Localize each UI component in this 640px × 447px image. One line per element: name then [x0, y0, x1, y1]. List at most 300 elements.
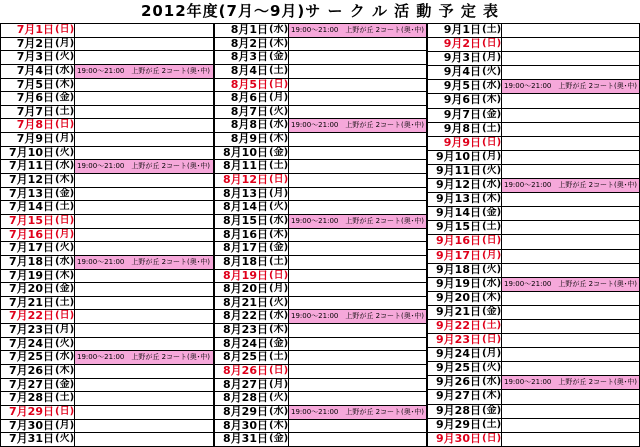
date-cell: 9月24日: [427, 348, 482, 361]
day-row: [0, 310, 214, 324]
weekday-cell: (木): [482, 193, 501, 205]
weekday-cell: (金): [269, 337, 288, 349]
date-cell: 9月20日: [427, 292, 482, 305]
weekday-cell: (金): [55, 187, 74, 199]
date-cell: 8月10日: [214, 147, 269, 160]
empty-event-cell: [501, 306, 640, 319]
weekday-cell: (金): [482, 108, 501, 120]
empty-event-cell: [288, 420, 427, 433]
date-cell: 9月11日: [427, 165, 482, 178]
weekday-cell: (月): [269, 378, 288, 390]
empty-event-cell: [288, 242, 427, 255]
weekday-cell: (日): [55, 405, 74, 417]
empty-event-cell: [501, 362, 640, 375]
weekday-cell: (木): [482, 291, 501, 303]
day-row: [0, 433, 214, 447]
day-row: [0, 65, 214, 79]
empty-event-cell: [501, 419, 640, 432]
event-cell: 19:00～21:00 上野が丘 2コート(奥･中): [288, 24, 427, 37]
date-cell: 9月28日: [427, 405, 482, 418]
date-cell: 9月15日: [427, 221, 482, 234]
weekday-cell: (木): [269, 419, 288, 431]
day-row: [427, 405, 640, 419]
weekday-cell: (水): [55, 64, 74, 76]
date-cell: 7月3日: [0, 51, 55, 64]
weekday-cell: (水): [55, 255, 74, 267]
weekday-cell: (日): [55, 310, 74, 322]
day-row: [214, 51, 427, 65]
weekday-cell: (土): [269, 160, 288, 172]
date-cell: 7月14日: [0, 201, 55, 214]
date-cell: 8月21日: [214, 297, 269, 310]
day-row: [427, 80, 640, 94]
weekday-cell: (水): [269, 24, 288, 35]
weekday-cell: (土): [482, 319, 501, 331]
empty-event-cell: [501, 292, 640, 305]
weekday-cell: (木): [55, 269, 74, 281]
day-row: [427, 362, 640, 376]
empty-event-cell: [288, 229, 427, 242]
day-row: [427, 123, 640, 137]
date-cell: 8月25日: [214, 351, 269, 364]
date-cell: 8月13日: [214, 188, 269, 201]
weekday-cell: (木): [269, 324, 288, 336]
weekday-cell: (月): [482, 52, 501, 64]
day-row: [427, 334, 640, 348]
weekday-cell: (土): [55, 296, 74, 308]
weekday-cell: (水): [269, 405, 288, 417]
weekday-cell: (木): [482, 94, 501, 106]
day-row: [427, 376, 640, 390]
date-cell: 7月16日: [0, 229, 55, 242]
day-row: [214, 119, 427, 133]
empty-event-cell: [74, 119, 214, 132]
event-cell: 19:00～21:00 上野が丘 2コート(奥･中): [288, 215, 427, 228]
empty-event-cell: [74, 215, 214, 228]
date-cell: 9月3日: [427, 52, 482, 65]
weekday-cell: (土): [269, 64, 288, 76]
event-cell: 19:00～21:00 上野が丘 2コート(奥･中): [288, 310, 427, 323]
date-cell: 9月13日: [427, 193, 482, 206]
weekday-cell: (火): [482, 66, 501, 78]
date-cell: 7月31日: [0, 433, 55, 446]
empty-event-cell: [288, 133, 427, 146]
day-row: [427, 250, 640, 264]
weekday-cell: (火): [269, 392, 288, 404]
date-cell: 7月6日: [0, 92, 55, 105]
weekday-cell: (月): [269, 283, 288, 295]
date-cell: 9月6日: [427, 94, 482, 107]
weekday-cell: (金): [269, 433, 288, 445]
weekday-cell: (日): [482, 38, 501, 50]
weekday-cell: (金): [269, 242, 288, 254]
event-cell: 19:00～21:00 上野が丘 2コート(奥･中): [501, 179, 640, 192]
date-cell: 8月30日: [214, 420, 269, 433]
empty-event-cell: [74, 420, 214, 433]
weekday-cell: (日): [482, 136, 501, 148]
weekday-cell: (日): [269, 174, 288, 186]
day-row: [0, 147, 214, 161]
date-cell: 8月31日: [214, 433, 269, 446]
day-row: [0, 297, 214, 311]
date-cell: 8月16日: [214, 229, 269, 242]
day-row: [427, 207, 640, 221]
weekday-cell: (月): [482, 249, 501, 261]
empty-event-cell: [288, 79, 427, 92]
empty-event-cell: [288, 188, 427, 201]
date-cell: 8月12日: [214, 174, 269, 187]
empty-event-cell: [74, 324, 214, 337]
date-cell: 8月17日: [214, 242, 269, 255]
date-cell: 7月2日: [0, 38, 55, 51]
page-title: 2012年度(7月～9月)サ ー ク ル 活 動 予 定 表: [140, 2, 500, 20]
event-cell: 19:00～21:00 上野が丘 2コート(奥･中): [501, 80, 640, 93]
weekday-cell: (月): [269, 92, 288, 104]
empty-event-cell: [288, 338, 427, 351]
day-row: [427, 151, 640, 165]
empty-event-cell: [288, 392, 427, 405]
weekday-cell: (土): [55, 105, 74, 117]
month-column: [427, 23, 640, 447]
date-cell: 9月2日: [427, 38, 482, 51]
weekday-cell: (月): [482, 150, 501, 162]
weekday-cell: (金): [482, 207, 501, 219]
empty-event-cell: [288, 270, 427, 283]
date-cell: 7月4日: [0, 65, 55, 78]
day-row: [427, 38, 640, 52]
day-row: [214, 310, 427, 324]
day-row: [427, 137, 640, 151]
weekday-cell: (水): [55, 351, 74, 363]
empty-event-cell: [74, 270, 214, 283]
empty-event-cell: [288, 147, 427, 160]
empty-event-cell: [74, 79, 214, 92]
empty-event-cell: [501, 66, 640, 79]
day-row: [427, 23, 640, 38]
day-row: [214, 324, 427, 338]
date-cell: 7月28日: [0, 392, 55, 405]
date-cell: 8月5日: [214, 79, 269, 92]
empty-event-cell: [501, 38, 640, 51]
weekday-cell: (月): [55, 133, 74, 145]
empty-event-cell: [288, 379, 427, 392]
day-row: [214, 351, 427, 365]
empty-event-cell: [74, 174, 214, 187]
day-row: [214, 106, 427, 120]
weekday-cell: (火): [55, 242, 74, 254]
day-row: [0, 351, 214, 365]
day-row: [214, 338, 427, 352]
weekday-cell: (水): [482, 179, 501, 191]
date-cell: 7月19日: [0, 270, 55, 283]
date-cell: 7月15日: [0, 215, 55, 228]
date-cell: 9月25日: [427, 362, 482, 375]
empty-event-cell: [74, 392, 214, 405]
empty-event-cell: [288, 365, 427, 378]
weekday-cell: (火): [55, 51, 74, 63]
weekday-cell: (木): [55, 174, 74, 186]
day-row: [214, 79, 427, 93]
empty-event-cell: [288, 106, 427, 119]
day-row: [427, 221, 640, 235]
date-cell: 9月14日: [427, 207, 482, 220]
empty-event-cell: [501, 405, 640, 418]
date-cell: 9月12日: [427, 179, 482, 192]
weekday-cell: (木): [482, 390, 501, 402]
date-cell: 8月29日: [214, 406, 269, 419]
day-row: [0, 270, 214, 284]
date-cell: 7月20日: [0, 283, 55, 296]
date-cell: 8月8日: [214, 119, 269, 132]
weekday-cell: (火): [482, 263, 501, 275]
day-row: [0, 133, 214, 147]
empty-event-cell: [501, 94, 640, 107]
weekday-cell: (水): [269, 214, 288, 226]
date-cell: 9月29日: [427, 419, 482, 432]
day-row: [0, 174, 214, 188]
weekday-cell: (土): [55, 201, 74, 213]
date-cell: 9月7日: [427, 109, 482, 122]
empty-event-cell: [501, 235, 640, 248]
day-row: [214, 242, 427, 256]
empty-event-cell: [288, 324, 427, 337]
date-cell: 8月20日: [214, 283, 269, 296]
date-cell: 7月17日: [0, 242, 55, 255]
day-row: [214, 174, 427, 188]
date-cell: 7月24日: [0, 338, 55, 351]
day-row: [0, 420, 214, 434]
weekday-cell: (日): [269, 365, 288, 377]
day-row: [214, 392, 427, 406]
date-cell: 8月3日: [214, 51, 269, 64]
weekday-cell: (日): [269, 78, 288, 90]
weekday-cell: (月): [55, 324, 74, 336]
day-row: [0, 215, 214, 229]
weekday-cell: (月): [55, 419, 74, 431]
empty-event-cell: [501, 334, 640, 347]
date-cell: 9月23日: [427, 334, 482, 347]
day-row: [214, 38, 427, 52]
date-cell: 9月30日: [427, 433, 482, 446]
weekday-cell: (日): [55, 214, 74, 226]
day-row: [427, 419, 640, 433]
day-row: [427, 179, 640, 193]
day-row: [427, 348, 640, 362]
empty-event-cell: [288, 256, 427, 269]
date-cell: 8月9日: [214, 133, 269, 146]
weekday-cell: (月): [55, 228, 74, 240]
empty-event-cell: [74, 338, 214, 351]
date-cell: 7月1日: [0, 24, 55, 37]
day-row: [214, 147, 427, 161]
empty-event-cell: [74, 229, 214, 242]
day-row: [427, 66, 640, 80]
empty-event-cell: [74, 365, 214, 378]
date-cell: 8月18日: [214, 256, 269, 269]
weekday-cell: (木): [269, 37, 288, 49]
date-cell: 8月27日: [214, 379, 269, 392]
date-cell: 9月10日: [427, 151, 482, 164]
day-row: [427, 264, 640, 278]
day-row: [214, 256, 427, 270]
date-cell: 7月11日: [0, 160, 55, 173]
day-row: [214, 379, 427, 393]
date-cell: 7月25日: [0, 351, 55, 364]
day-row: [0, 92, 214, 106]
weekday-cell: (火): [269, 201, 288, 213]
empty-event-cell: [501, 207, 640, 220]
date-cell: 8月28日: [214, 392, 269, 405]
weekday-cell: (木): [269, 228, 288, 240]
date-cell: 7月12日: [0, 174, 55, 187]
weekday-cell: (月): [55, 37, 74, 49]
empty-event-cell: [501, 390, 640, 403]
empty-event-cell: [74, 406, 214, 419]
date-cell: 9月26日: [427, 376, 482, 389]
empty-event-cell: [288, 201, 427, 214]
weekday-cell: (水): [269, 310, 288, 322]
weekday-cell: (水): [482, 80, 501, 92]
day-row: [214, 420, 427, 434]
date-cell: 9月17日: [427, 250, 482, 263]
day-row: [0, 160, 214, 174]
date-cell: 7月7日: [0, 106, 55, 119]
date-cell: 8月11日: [214, 160, 269, 173]
weekday-cell: (土): [482, 418, 501, 430]
empty-event-cell: [501, 320, 640, 333]
day-row: [214, 270, 427, 284]
empty-event-cell: [74, 310, 214, 323]
date-cell: 9月27日: [427, 390, 482, 403]
month-column: [0, 23, 214, 447]
day-row: [214, 365, 427, 379]
empty-event-cell: [288, 297, 427, 310]
date-cell: 9月8日: [427, 123, 482, 136]
date-cell: 7月26日: [0, 365, 55, 378]
day-row: [214, 188, 427, 202]
day-row: [214, 23, 427, 38]
empty-event-cell: [501, 24, 640, 37]
date-cell: 7月18日: [0, 256, 55, 269]
day-row: [427, 235, 640, 249]
weekday-cell: (月): [269, 187, 288, 199]
day-row: [0, 406, 214, 420]
date-cell: 7月30日: [0, 420, 55, 433]
date-cell: 8月22日: [214, 310, 269, 323]
empty-event-cell: [501, 137, 640, 150]
empty-event-cell: [288, 160, 427, 173]
date-cell: 8月7日: [214, 106, 269, 119]
weekday-cell: (日): [269, 269, 288, 281]
day-row: [214, 433, 427, 447]
month-column: [214, 23, 427, 447]
date-cell: 7月29日: [0, 406, 55, 419]
empty-event-cell: [288, 283, 427, 296]
date-cell: 9月16日: [427, 235, 482, 248]
day-row: [0, 23, 214, 38]
day-row: [214, 215, 427, 229]
empty-event-cell: [74, 201, 214, 214]
weekday-cell: (水): [482, 376, 501, 388]
weekday-cell: (土): [55, 392, 74, 404]
day-row: [0, 38, 214, 52]
day-row: [0, 392, 214, 406]
empty-event-cell: [74, 283, 214, 296]
day-row: [0, 229, 214, 243]
weekday-cell: (日): [482, 334, 501, 346]
weekday-cell: (土): [269, 255, 288, 267]
day-row: [427, 109, 640, 123]
empty-event-cell: [74, 51, 214, 64]
day-row: [0, 283, 214, 297]
day-row: [214, 65, 427, 79]
empty-event-cell: [74, 24, 214, 37]
date-cell: 8月26日: [214, 365, 269, 378]
empty-event-cell: [501, 165, 640, 178]
weekday-cell: (金): [482, 305, 501, 317]
empty-event-cell: [74, 242, 214, 255]
weekday-cell: (土): [482, 221, 501, 233]
event-cell: 19:00～21:00 上野が丘 2コート(奥･中): [501, 278, 640, 291]
date-cell: 7月8日: [0, 119, 55, 132]
date-cell: 7月23日: [0, 324, 55, 337]
empty-event-cell: [501, 193, 640, 206]
day-row: [427, 52, 640, 66]
day-row: [427, 390, 640, 404]
day-row: [214, 92, 427, 106]
empty-event-cell: [288, 351, 427, 364]
weekday-cell: (金): [269, 51, 288, 63]
date-cell: 8月19日: [214, 270, 269, 283]
empty-event-cell: [74, 106, 214, 119]
weekday-cell: (火): [55, 433, 74, 445]
weekday-cell: (金): [269, 146, 288, 158]
day-row: [214, 229, 427, 243]
empty-event-cell: [501, 348, 640, 361]
weekday-cell: (金): [55, 378, 74, 390]
weekday-cell: (木): [55, 78, 74, 90]
day-row: [427, 193, 640, 207]
date-cell: 9月9日: [427, 137, 482, 150]
empty-event-cell: [288, 174, 427, 187]
weekday-cell: (土): [482, 24, 501, 35]
weekday-cell: (火): [482, 164, 501, 176]
day-row: [214, 283, 427, 297]
weekday-cell: (木): [55, 365, 74, 377]
day-row: [0, 119, 214, 133]
day-row: [0, 188, 214, 202]
day-row: [427, 94, 640, 108]
empty-event-cell: [501, 123, 640, 136]
date-cell: 8月2日: [214, 38, 269, 51]
weekday-cell: (水): [482, 277, 501, 289]
schedule-table: [0, 23, 640, 447]
empty-event-cell: [74, 297, 214, 310]
weekday-cell: (火): [55, 146, 74, 158]
event-cell: 19:00～21:00 上野が丘 2コート(奥･中): [288, 406, 427, 419]
empty-event-cell: [501, 109, 640, 122]
empty-event-cell: [288, 433, 427, 446]
date-cell: 7月27日: [0, 379, 55, 392]
date-cell: 9月1日: [427, 24, 482, 37]
day-row: [0, 365, 214, 379]
empty-event-cell: [74, 38, 214, 51]
date-cell: 8月14日: [214, 201, 269, 214]
day-row: [0, 79, 214, 93]
weekday-cell: (火): [55, 337, 74, 349]
date-cell: 7月10日: [0, 147, 55, 160]
weekday-cell: (月): [482, 348, 501, 360]
